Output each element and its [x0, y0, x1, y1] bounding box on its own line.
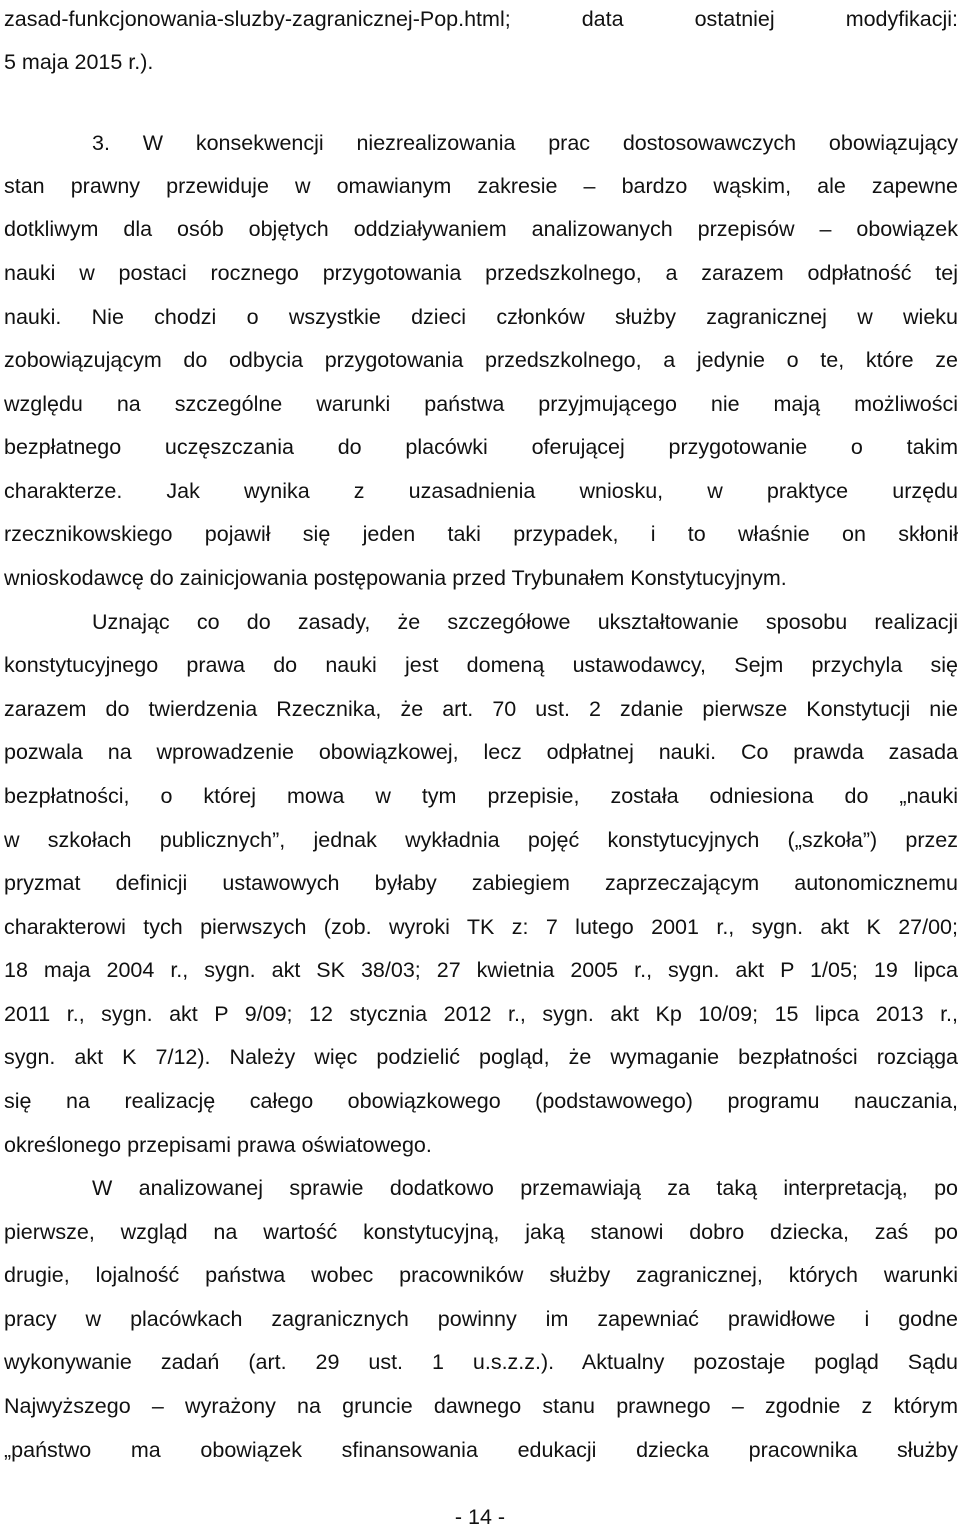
text-line: pozwala na wprowadzenie obowiązkowej, lecz odpłatnej nauki. Co prawda zasada: [4, 740, 958, 764]
text-line: 2011 r., sygn. akt P 9/09; 12 stycznia 2012 r., sygn. akt Kp 10/09; 15 lipca 2013 r.,: [4, 1002, 958, 1026]
text-line: w szkołach publicznych”, jednak wykładnia pojęć konstytucyjnych („szkoła”) przez: [4, 828, 958, 852]
text-line: drugie, lojalność państwa wobec pracowników służby zagranicznej, których warunki: [4, 1263, 958, 1287]
text-line: bezpłatnego uczęszczania do placówki oferującej przygotowanie o takim: [4, 435, 958, 459]
text-line: „państwo ma obowiązek sfinansowania edukacji dziecka pracownika służby: [4, 1438, 958, 1462]
text-line: charakterowi tych pierwszych (zob. wyroki TK z: 7 lutego 2001 r., sygn. akt K 27/00;: [4, 915, 958, 939]
text-line: stan prawny przewiduje w omawianym zakresie – bardzo wąskim, ale zapewne: [4, 174, 958, 198]
text-line: sygn. akt K 7/12). Należy więc podzielić pogląd, że wymaganie bezpłatności rozciąga: [4, 1045, 958, 1069]
text-line: bezpłatności, o której mowa w tym przepisie, została odniesiona do „nauki: [4, 784, 958, 808]
text-line: nauki. Nie chodzi o wszystkie dzieci członków służby zagranicznej w wieku: [4, 305, 958, 329]
text-line: zarazem do twierdzenia Rzecznika, że art. 70 ust. 2 zdanie pierwsze Konstytucji nie: [4, 697, 958, 721]
text-line: określonego przepisami prawa oświatowego.: [4, 1133, 432, 1157]
text-line: 3. W konsekwencji niezrealizowania prac dostosowawczych obowiązujący: [92, 131, 958, 155]
text-line: pracy w placówkach zagranicznych powinny im zapewniać prawidłowe i godne: [4, 1307, 958, 1331]
text-line: wykonywanie zadań (art. 29 ust. 1 u.s.z.z.). Aktualny pozostaje pogląd Sądu: [4, 1350, 958, 1374]
text-line: konstytucyjnego prawa do nauki jest domeną ustawodawcy, Sejm przychyla się: [4, 653, 958, 677]
text-line: rzecznikowskiego pojawił się jeden taki przypadek, i to właśnie on skłonił: [4, 522, 958, 546]
text-line: zobowiązującym do odbycia przygotowania przedszkolnego, a jedynie o te, które ze: [4, 348, 958, 372]
text-line: Najwyższego – wyrażony na gruncie dawnego stanu prawnego – zgodnie z którym: [4, 1394, 958, 1418]
text-line: pryzmat definicji ustawowych byłaby zabiegiem zaprzeczającym autonomicznemu: [4, 871, 958, 895]
text-line: zasad-funkcjonowania-sluzby-zagranicznej-Pop.html; data ostatniej modyfikacji:: [4, 7, 958, 31]
text-line: charakterze. Jak wynika z uzasadnienia wniosku, w praktyce urzędu: [4, 479, 958, 503]
text-line: Uznając co do zasady, że szczegółowe ukształtowanie sposobu realizacji: [92, 610, 958, 634]
text-line: W analizowanej sprawie dodatkowo przemawiają za taką interpretacją, po: [92, 1176, 958, 1200]
text-line: 18 maja 2004 r., sygn. akt SK 38/03; 27 kwietnia 2005 r., sygn. akt P 1/05; 19 lipca: [4, 958, 958, 982]
text-line: się na realizację całego obowiązkowego (podstawowego) programu nauczania,: [4, 1089, 958, 1113]
text-line: dotkliwym dla osób objętych oddziaływaniem analizowanych przepisów – obowiązek: [4, 217, 958, 241]
page-number: - 14 -: [454, 1505, 506, 1529]
text-line: 5 maja 2015 r.).: [4, 50, 154, 74]
text-line: wnioskodawcę do zainicjowania postępowania przed Trybunałem Konstytucyjnym.: [4, 566, 787, 590]
text-line: pierwsze, wzgląd na wartość konstytucyjną, jaką stanowi dobro dziecka, zaś po: [4, 1220, 958, 1244]
text-line: względu na szczególne warunki państwa przyjmującego nie mają możliwości: [4, 392, 958, 416]
text-line: nauki w postaci rocznego przygotowania przedszkolnego, a zarazem odpłatność tej: [4, 261, 958, 285]
